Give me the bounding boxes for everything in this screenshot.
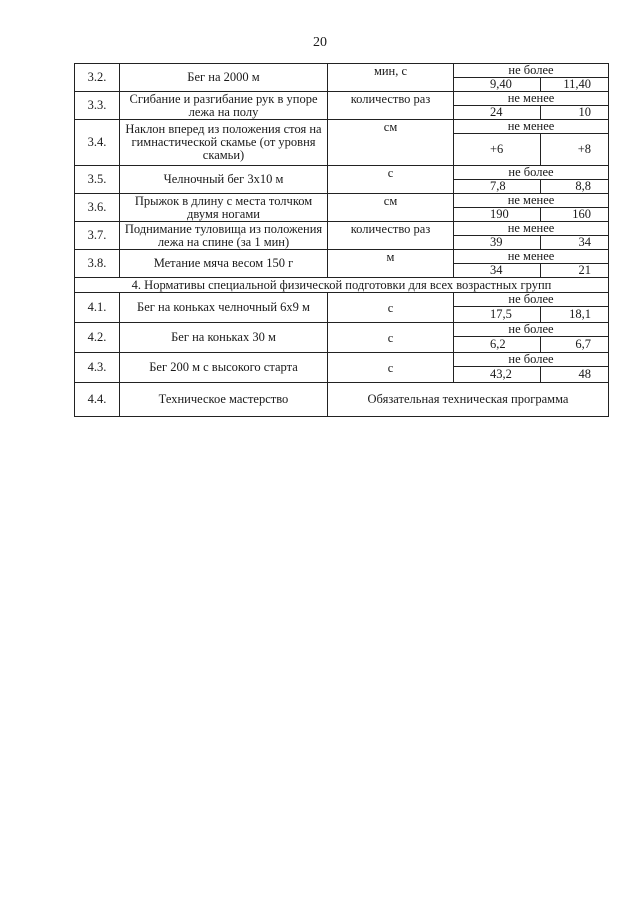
table-row: [75, 222, 609, 236]
row-number: 4.3.: [75, 353, 120, 383]
exercise-name: Бег 200 м с высокого старта: [120, 353, 328, 383]
unit: с: [328, 353, 454, 383]
row-number: 3.8.: [75, 250, 120, 278]
unit: см: [328, 194, 454, 222]
value-2: 6,7: [541, 337, 609, 353]
unit: с: [328, 293, 454, 323]
value-1: 190: [454, 208, 541, 222]
value-1: 7,8: [454, 180, 541, 194]
unit: с: [328, 323, 454, 353]
value-2: +8: [541, 134, 609, 166]
value-1: 6,2: [454, 337, 541, 353]
row-number: 4.4.: [75, 383, 120, 417]
exercise-name: Метание мяча весом 150 г: [120, 250, 328, 278]
table-row: [75, 92, 609, 106]
table-row: [75, 250, 609, 264]
criterion: не более: [454, 323, 609, 337]
value-1: 24: [454, 106, 541, 120]
value-1: 34: [454, 264, 541, 278]
criterion: не более: [454, 293, 609, 307]
unit: с: [328, 166, 454, 194]
value-2: 21: [541, 264, 609, 278]
value-1: +6: [454, 134, 541, 166]
table-row: [75, 120, 609, 134]
criterion: не менее: [454, 92, 609, 106]
criterion: не менее: [454, 222, 609, 236]
value-2: 10: [541, 106, 609, 120]
section-title: 4. Нормативы специальной физической подготовки для всех возрастных групп: [75, 278, 609, 293]
value-2: 160: [541, 208, 609, 222]
row-number: 4.2.: [75, 323, 120, 353]
row-number: 3.2.: [75, 64, 120, 92]
criterion: не более: [454, 166, 609, 180]
table-row: [75, 194, 609, 208]
value-1: 9,40: [454, 78, 541, 92]
exercise-name: Бег на коньках 30 м: [120, 323, 328, 353]
value-2: 8,8: [541, 180, 609, 194]
value-2: 34: [541, 236, 609, 250]
exercise-name: Прыжок в длину с места толчком двумя ногами: [120, 194, 328, 222]
row-number: 3.5.: [75, 166, 120, 194]
table-row: [75, 293, 609, 307]
value-1: 43,2: [454, 367, 541, 383]
unit: количество раз: [328, 92, 454, 120]
table-row: [75, 353, 609, 367]
row-number: 3.3.: [75, 92, 120, 120]
exercise-name: Челночный бег 3х10 м: [120, 166, 328, 194]
criterion: не менее: [454, 194, 609, 208]
value-2: 11,40: [541, 78, 609, 92]
table-row: [75, 383, 609, 417]
exercise-name: Поднимание туловища из положения лежа на спине (за 1 мин): [120, 222, 328, 250]
row-number: 3.4.: [75, 120, 120, 166]
exercise-name: Техническое мастерство: [120, 383, 328, 417]
row-number: 3.7.: [75, 222, 120, 250]
norms-table: [74, 63, 609, 417]
table-row: [75, 323, 609, 337]
page-number: 20: [313, 35, 327, 50]
table-row: [75, 64, 609, 78]
unit: м: [328, 250, 454, 278]
exercise-name: Наклон вперед из положения стоя на гимнастической скамье (от уровня скамьи): [120, 120, 328, 166]
exercise-name: Бег на 2000 м: [120, 64, 328, 92]
value-2: 18,1: [541, 307, 609, 323]
criterion: не более: [454, 353, 609, 367]
unit: см: [328, 120, 454, 166]
exercise-name: Бег на коньках челночный 6х9 м: [120, 293, 328, 323]
value-2: 48: [541, 367, 609, 383]
criterion: не менее: [454, 250, 609, 264]
unit: количество раз: [328, 222, 454, 250]
program-text: Обязательная техническая программа: [328, 383, 609, 417]
criterion: не более: [454, 64, 609, 78]
value-1: 17,5: [454, 307, 541, 323]
unit: мин, с: [328, 64, 454, 92]
row-number: 3.6.: [75, 194, 120, 222]
value-1: 39: [454, 236, 541, 250]
criterion: не менее: [454, 120, 609, 134]
row-number: 4.1.: [75, 293, 120, 323]
exercise-name: Сгибание и разгибание рук в упоре лежа на полу: [120, 92, 328, 120]
table-row: [75, 166, 609, 180]
